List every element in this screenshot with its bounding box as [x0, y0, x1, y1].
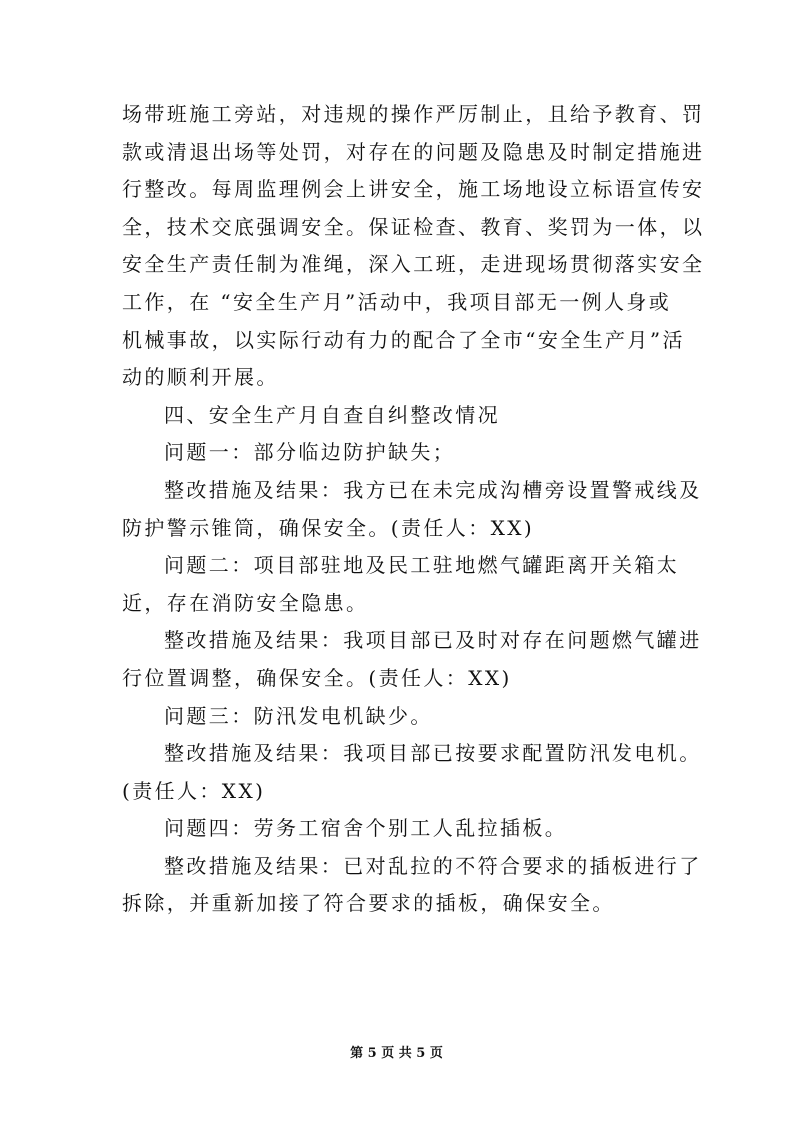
text-line: 场带班施工旁站，对违规的操作严厉制止，且给予教育、罚 — [122, 102, 705, 126]
text-line: 款或清退出场等处罚，对存在的问题及隐患及时制定措施进 — [122, 139, 705, 164]
issue-title-2: 问题二：项目部驻地及民工驻地燃气罐距离开关箱太 — [164, 553, 680, 578]
measure-line: 整改措施及结果：我方已在未完成沟槽旁设置警戒线及 — [164, 477, 702, 502]
document-body — [122, 96, 705, 923]
issue-title-4: 问题四：劳务工宿舍个别工人乱拉插板。 — [164, 816, 568, 841]
text-line: 机械事故，以实际行动有力的配合了全市“安全生产月”活 — [122, 327, 685, 352]
measure-line: 行位置调整，确保安全。(责任人：XX) — [122, 665, 512, 690]
text-line: 行整改。每周监理例会上讲安全，施工场地设立标语宣传安 — [122, 177, 705, 202]
text-line: 全，技术交底强调安全。保证检查、教育、奖罚为一体，以 — [122, 214, 705, 239]
measure-line: (责任人：XX) — [122, 778, 266, 803]
measure-line: 整改措施及结果：我项目部已及时对存在问题燃气罐进 — [164, 628, 702, 653]
issue-title-1: 问题一：部分临边防护缺失； — [164, 440, 456, 465]
section-heading: 四、安全生产月自查自纠整改情况 — [164, 402, 500, 427]
measure-line: 整改措施及结果：我项目部已按要求配置防汛发电机。 — [164, 741, 702, 766]
measure-line: 整改措施及结果：已对乱拉的不符合要求的插板进行了 — [164, 853, 702, 878]
page-number-footer: 第 5 页 共 5 页 — [350, 1046, 443, 1061]
measure-line: 拆除，并重新加接了符合要求的插板，确保安全。 — [122, 891, 615, 916]
text-line: 动的顺利开展。 — [122, 365, 279, 390]
text-line: 工作，在 “安全生产月”活动中，我项目部无一例人身或 — [122, 289, 672, 314]
text-line: 安全生产责任制为准绳，深入工班，走进现场贯彻落实安全 — [122, 252, 705, 277]
measure-line: 防护警示锥筒，确保安全。(责任人：XX) — [122, 515, 535, 540]
issue-title-3: 问题三：防汛发电机缺少。 — [164, 703, 433, 728]
text-line: 近，存在消防安全隐患。 — [122, 590, 369, 615]
